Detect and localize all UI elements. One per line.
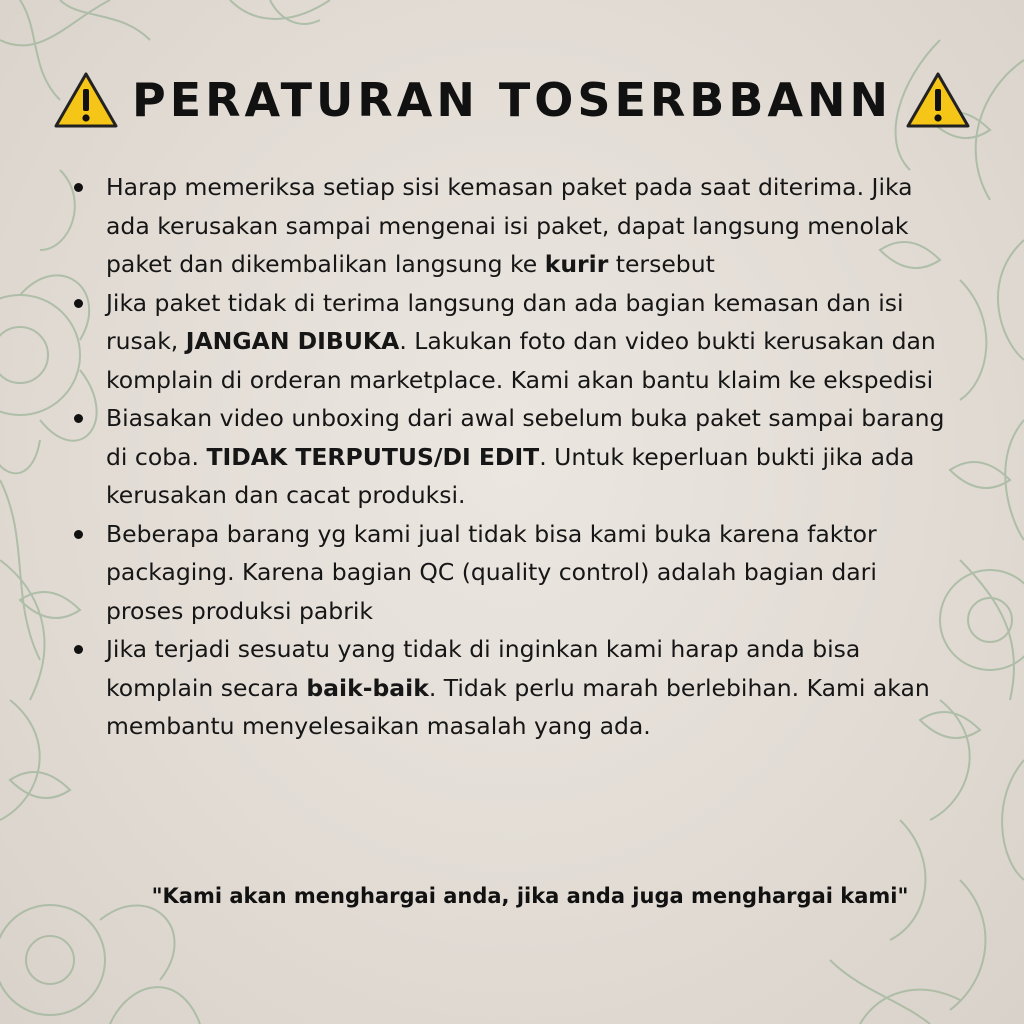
rule-emphasis: JANGAN DIBUKA	[185, 327, 400, 355]
warning-icon	[54, 71, 118, 129]
rule-text: tersebut	[608, 250, 715, 278]
page-title: PERATURAN TOSERBBANN	[131, 73, 893, 127]
title-row	[0, 62, 1024, 138]
rule-emphasis: kurir	[544, 250, 609, 278]
rule-item-5	[70, 630, 950, 746]
rule-text: . Lakukan foto dan video bukti kerusakan dan komplain di orderan marketplace. Kami akan bantu klaim ke ekspedisi	[106, 327, 936, 394]
rule-text: Harap memeriksa setiap sisi kemasan paket pada saat diterima. Jika ada kerusakan sampai mengenai isi paket, dapat langsung menolak paket dan dikembalikan langsung ke	[106, 173, 913, 278]
rule-text: Jika paket tidak di terima langsung dan ada bagian kemasan dan isi rusak,	[106, 288, 904, 355]
rule-text: . Untuk keperluan bukti jika ada kerusakan dan cacat produksi.	[106, 442, 915, 509]
rule-item-1	[70, 168, 950, 284]
rule-item-2	[70, 284, 950, 400]
rule-emphasis: baik-baik	[306, 673, 429, 702]
rule-item-3	[70, 399, 950, 515]
warning-icon	[906, 71, 970, 129]
footer-quote: "Kami akan menghargai anda, jika anda juga menghargai kami"	[151, 884, 909, 908]
rule-emphasis: TIDAK TERPUTUS/DI EDIT	[206, 442, 540, 471]
rule-text: Jika terjadi sesuatu yang tidak di inginkan kami harap anda bisa komplain secara	[106, 635, 861, 702]
rule-text: . Tidak perlu marah berlebihan. Kami akan membantu menyelesaikan masalah yang ada.	[106, 673, 930, 740]
rule-text: Biasakan video unboxing dari awal sebelum buka paket sampai barang di coba.	[106, 404, 945, 471]
rules-list	[70, 168, 950, 746]
rule-text: Beberapa barang yg kami jual tidak bisa kami buka karena faktor packaging. Karena bagian QC (quality control) adalah bagian dari proses produksi pabrik	[106, 519, 877, 625]
rule-item-4	[70, 515, 950, 631]
